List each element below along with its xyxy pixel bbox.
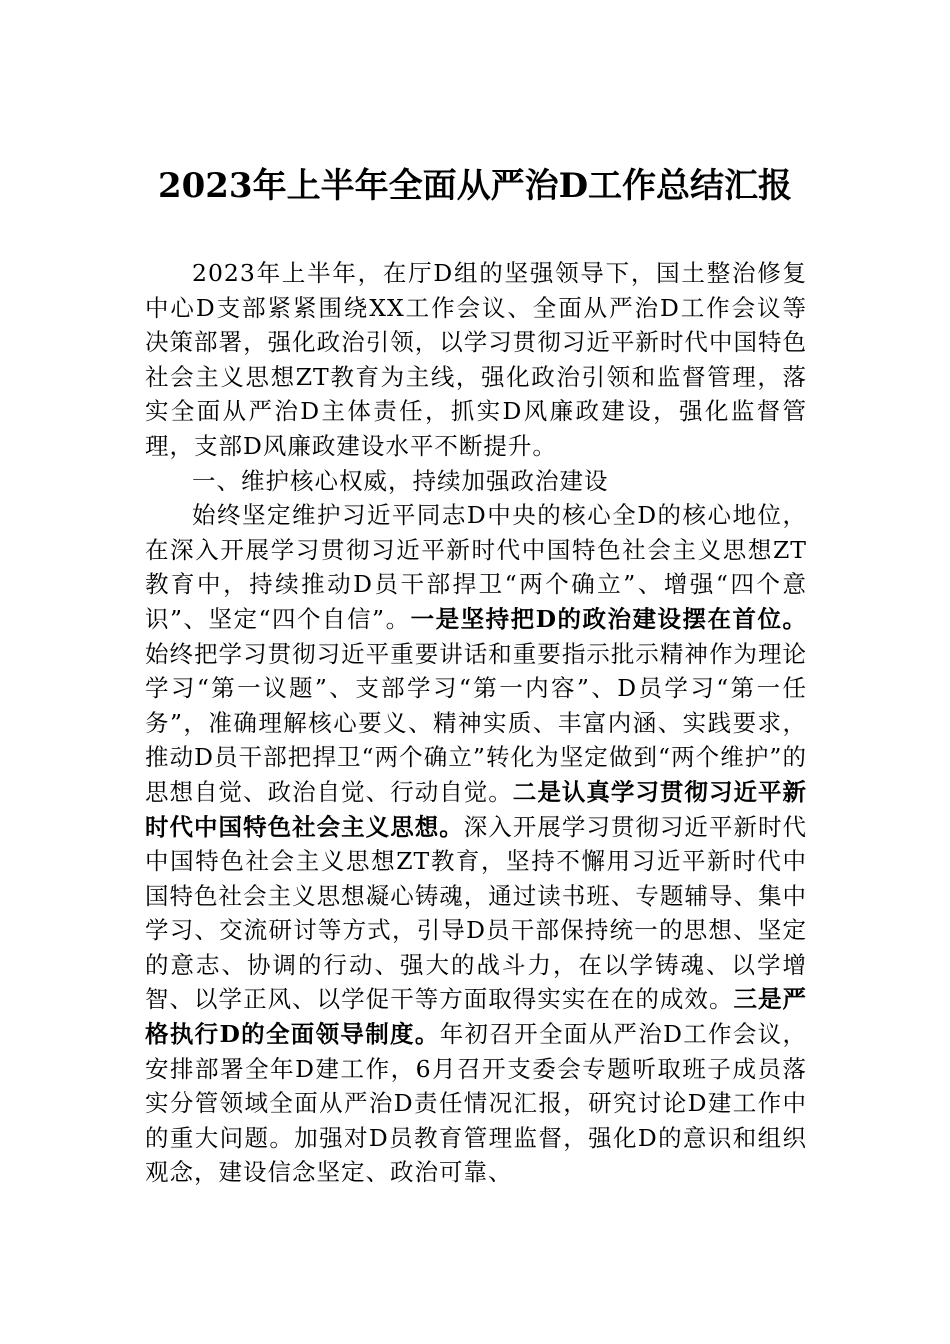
- section-1-paragraph: [145, 498, 807, 1190]
- paragraph-text: 年初召开全面从严治D工作会议，安排部署全年D建工作，6月召开支委会专题听取班子成员落实分管领域全面从严治D责任情况汇报，研究讨论D建工作中的重大问题。加强对D员教育管理监督，强化D的意识和组织观念，建设信念坚定、政治可靠、: [145, 1020, 807, 1187]
- document-body: [145, 256, 807, 1190]
- section-heading-1: 一、维护核心权威，持续加强政治建设: [192, 466, 609, 495]
- point-two-bold: 二是认真学习贯彻习近平新时代中国特色社会主义思想。: [145, 777, 808, 841]
- point-one-bold: 一是坚持把D的政治建设摆在首位。: [410, 604, 807, 633]
- intro-paragraph: 2023年上半年，在厅D组的坚强领导下，国土整治修复中心D支部紧紧围绕XX工作会议、全面从严治D工作会议等决策部署，强化政治引领，以学习贯彻习近平新时代中国特色社会主义思想ZT教育为主线，强化政治引领和监督管理，落实全面从严治D主体责任，抓实D风廉政建设，强化监督管理，支部D风廉政建设水平不断提升。: [145, 259, 807, 460]
- paragraph-text: 始终坚定维护习近平同志D中央的核心全D的核心地位，在深入开展学习贯彻习近平新时代中国特色社会主义思想ZT教育中，持续推动D员干部捍卫“两个确立”、增强“四个意识”、坚定“四个自信”。: [145, 501, 807, 633]
- point-three-bold: 三是严格执行D的全面领导制度。: [145, 985, 808, 1049]
- paragraph-text: 深入开展学习贯彻习近平新时代中国特色社会主义思想ZT教育，坚持不懈用习近平新时代中国特色社会主义思想凝心铸魂，通过读书班、专题辅导、集中学习、交流研讨等方式，引导D员干部保持统一的思想、坚定的意志、协调的行动、强大的战斗力，在以学铸魂、以学增智、以学正风、以学促干等方面取得实实在在的成效。: [145, 812, 807, 1014]
- document-title: 2023年上半年全面从严治D工作总结汇报: [157, 166, 793, 206]
- paragraph-text: 始终把学习贯彻习近平重要讲话和重要指示批示精神作为理论学习“第一议题”、支部学习“第一内容”、D员学习“第一任务”，准确理解核心要义、精神实质、丰富内涵、实践要求，推动D员干部把捍卫“两个确立”转化为坚定做到“两个维护”的思想自觉、政治自觉、行动自觉。: [145, 639, 807, 806]
